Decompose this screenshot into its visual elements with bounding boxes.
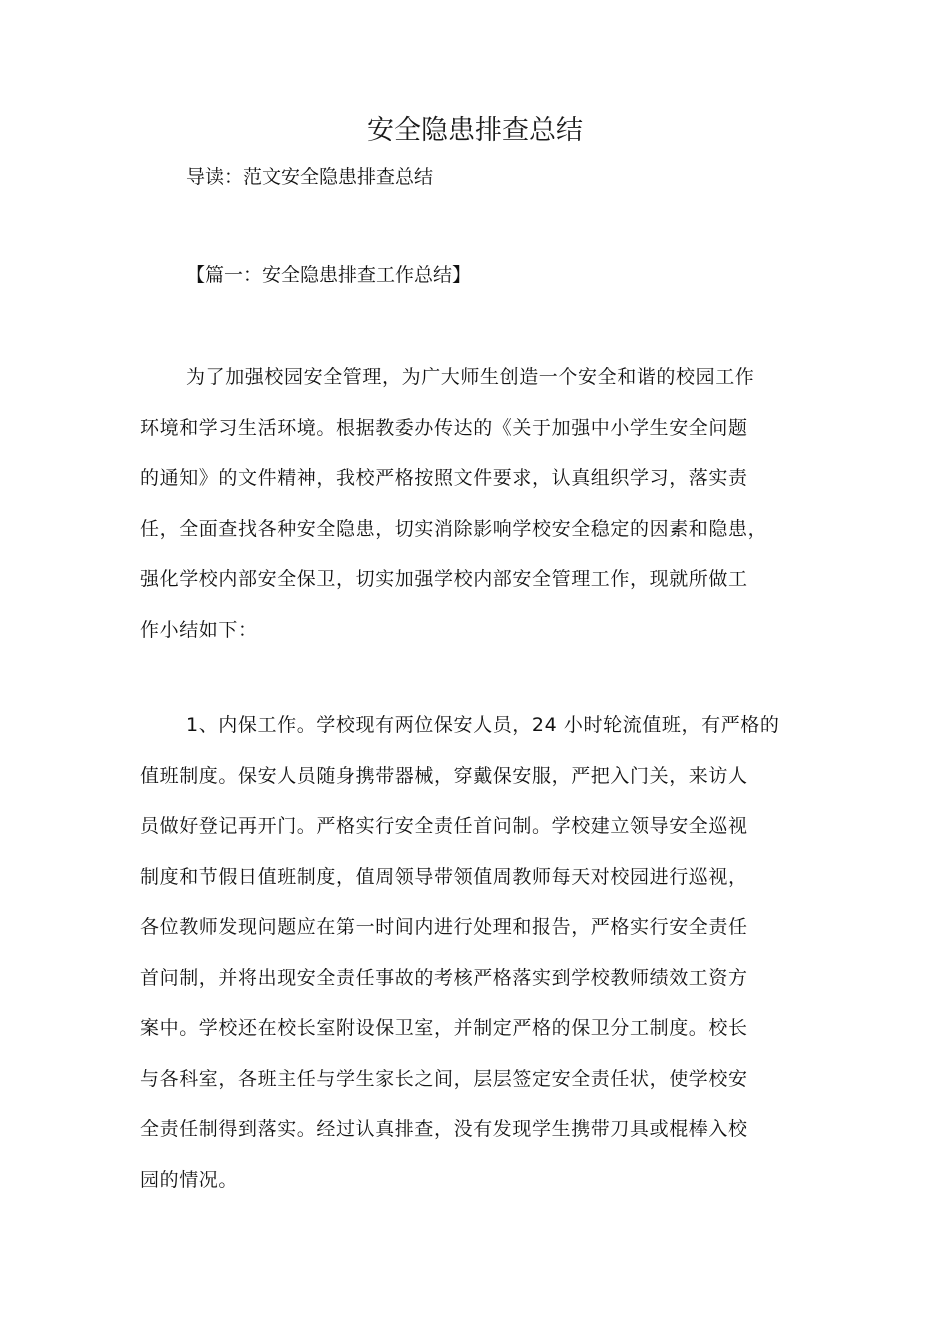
paragraph-line: 案中。学校还在校长室附设保卫室，并制定严格的保卫分工制度。校长 (140, 1017, 748, 1039)
paragraph-line: 作小结如下： (140, 618, 258, 641)
paragraph-security-work (140, 700, 830, 1205)
paragraph-line: 为了加强校园安全管理，为广大师生创造一个安全和谐的校园工作 (186, 366, 755, 388)
document-title: 安全隐患排查总结 (367, 115, 583, 146)
paragraph-line: 1、内保工作。学校现有两位保安人员，24 小时轮流值班，有严格的 (186, 714, 780, 736)
paragraph-line: 的通知》的文件精神，我校严格按照文件要求，认真组织学习，落实责 (140, 467, 748, 489)
paragraph-intro (140, 352, 830, 655)
paragraph-line: 首问制，并将出现安全责任事故的考核严格落实到学校教师绩效工资方 (140, 966, 748, 989)
paragraph-line: 各位教师发现问题应在第一时间内进行处理和报告，严格实行安全责任 (140, 916, 748, 938)
lead-text: 导读：范文安全隐患排查总结 (186, 166, 434, 188)
paragraph-line: 制度和节假日值班制度，值周领导带领值周教师每天对校园进行巡视， (140, 865, 748, 888)
paragraph-line: 值班制度。保安人员随身携带器械，穿戴保安服，严把入门关，来访人 (140, 764, 748, 787)
paragraph-line: 全责任制得到落实。经过认真排查，没有发现学生携带刀具或棍棒入校 (140, 1118, 748, 1140)
paragraph-line: 与各科室，各班主任与学生家长之间，层层签定安全责任状，使学校安 (140, 1067, 748, 1090)
paragraph-line: 员做好登记再开门。严格实行安全责任首问制。学校建立领导安全巡视 (140, 815, 748, 837)
section-heading: 【篇一：安全隐患排查工作总结】 (186, 264, 472, 286)
paragraph-line: 任，全面查找各种安全隐患，切实消除影响学校安全稳定的因素和隐患， (140, 517, 768, 540)
paragraph-line: 环境和学习生活环境。根据教委办传达的《关于加强中小学生安全问题 (140, 416, 748, 439)
paragraph-line: 园的情况。 (140, 1168, 239, 1191)
paragraph-line: 强化学校内部安全保卫，切实加强学校内部安全管理工作，现就所做工 (140, 568, 748, 590)
